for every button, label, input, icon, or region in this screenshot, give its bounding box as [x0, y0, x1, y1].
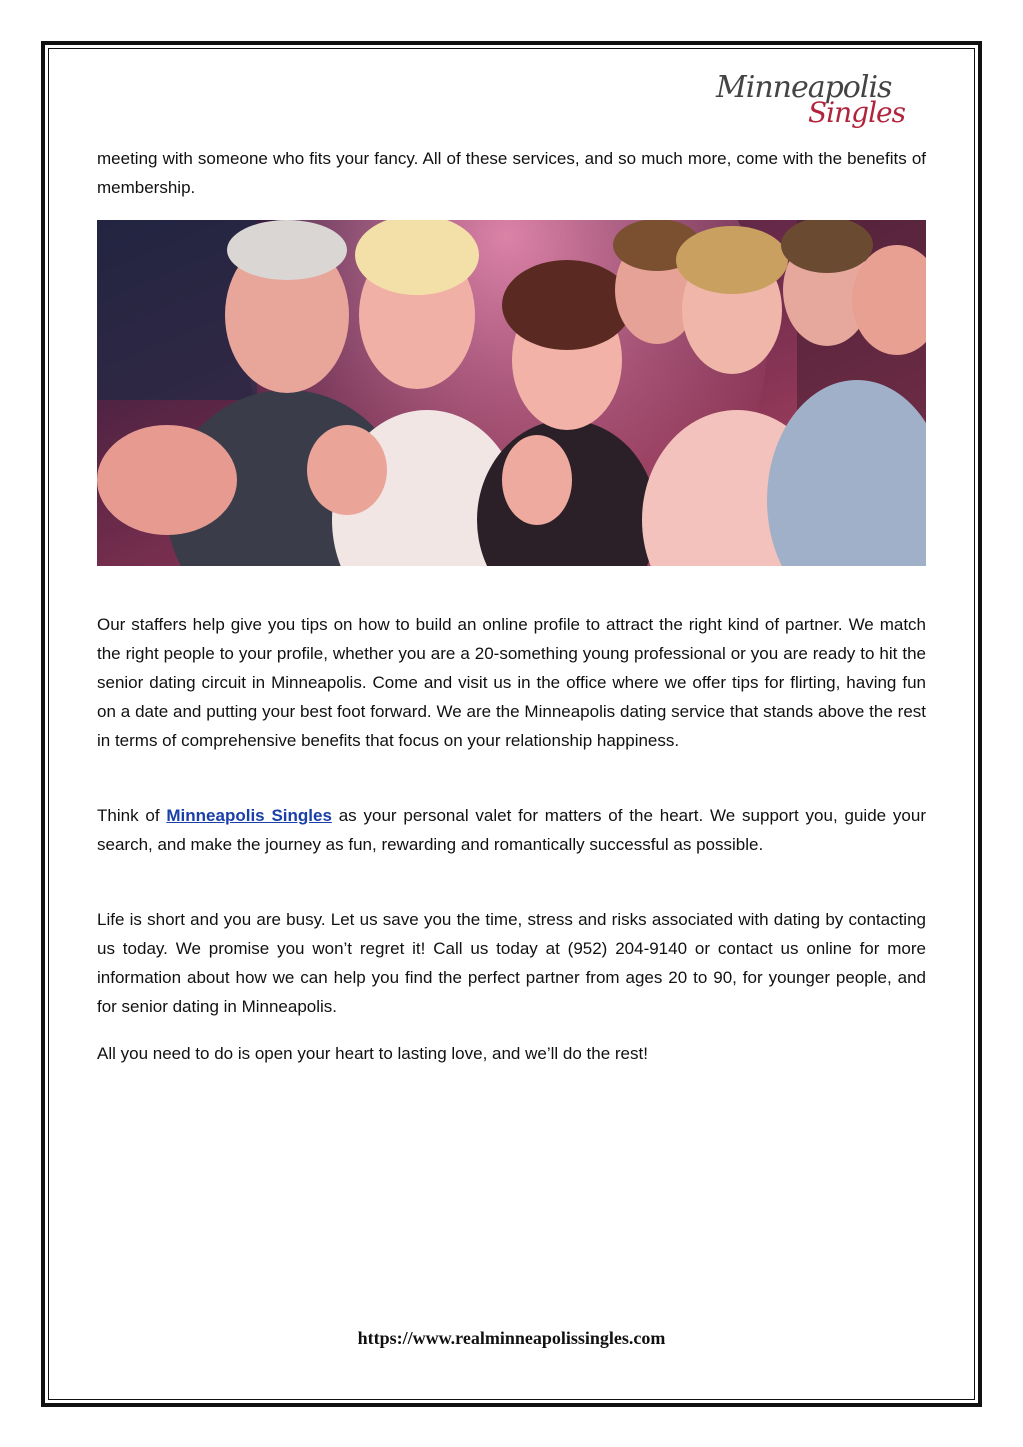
logo-text-primary: Minneapolis	[716, 70, 892, 105]
intro-paragraph: meeting with someone who fits your fancy. All of these services, and so much more, come with the benefits of membership.	[97, 149, 926, 197]
closing-paragraph: All you need to do is open your heart to lasting love, and we’ll do the rest!	[97, 1044, 648, 1063]
footer-website-url[interactable]: https://www.realminneapolissingles.com	[357, 1328, 666, 1348]
valet-text-before: Think of	[97, 806, 167, 825]
contact-paragraph: Life is short and you are busy. Let us save you the time, stress and risks associated with dating by contacting us today. We promise you won’t regret it! Call us today at (952) 204-9140 or contact us online for more information about how we can help you find the perfect partner from ages 20 to 90, for younger people, and for senior dating in Minneapolis.	[97, 910, 926, 1016]
minneapolis-singles-link[interactable]: Minneapolis Singles	[166, 806, 332, 825]
minneapolis-singles-logo	[716, 66, 905, 136]
profile-tips-paragraph: Our staffers help give you tips on how to build an online profile to attract the right kind of partner. We match the right people to your profile, whether you are a 20-something young professional or you are ready to hit the senior dating circuit in Minneapolis. Come and visit us in the office where we offer tips for flirting, having fun on a date and putting your best foot forward. We are the Minneapolis dating service that stands above the rest in terms of comprehensive benefits that focus on your relationship happiness.	[97, 615, 926, 750]
valet-paragraph	[97, 801, 926, 859]
group-photo-illustration	[97, 220, 926, 566]
logo-text-accent: Singles	[808, 96, 905, 129]
valet-text-after: as your personal valet for matters of the heart. We support you, guide your search, and make the journey as fun, rewarding and romantically successful as possible.	[97, 806, 926, 854]
group-photo	[97, 220, 926, 566]
